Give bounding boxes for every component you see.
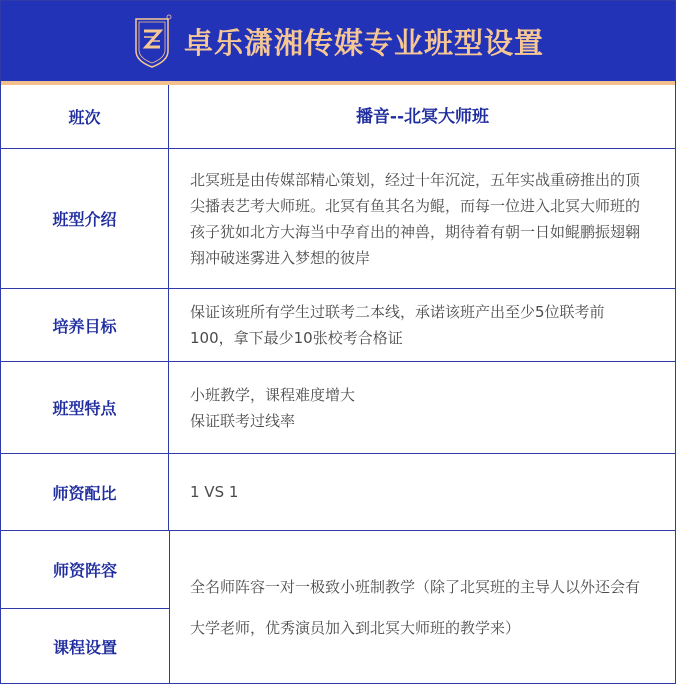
row-label: 班型介绍 xyxy=(1,149,169,288)
class-name-value: 播音--北冥大师班 xyxy=(355,106,490,127)
text-line: 1 VS 1 xyxy=(190,483,239,501)
header-banner xyxy=(1,1,675,81)
brand-logo-icon xyxy=(132,13,172,69)
table-row-ratio xyxy=(1,454,675,531)
features-value xyxy=(170,362,675,453)
table-row-intro xyxy=(1,149,675,289)
row-label: 班次 xyxy=(1,85,169,148)
text-line: 孩子犹如北方大海当中孕育出的神兽，期待着有朝一日如鲲鹏振翅翱 xyxy=(190,222,641,241)
text-line: 100，拿下最少10张校考合格证 xyxy=(190,329,403,347)
goal-value xyxy=(170,289,675,361)
table-row-goal xyxy=(1,289,675,362)
table-row-features xyxy=(1,362,675,454)
row-label-faculty: 师资阵容 xyxy=(52,561,117,580)
text-line: 大学老师，优秀演员加入到北冥大师班的教学来） xyxy=(190,618,521,637)
header-content xyxy=(132,13,544,69)
page-title: 卓乐潇湘传媒专业班型设置 xyxy=(183,25,544,60)
text-line: 保证联考过线率 xyxy=(190,411,296,430)
text-line: 保证该班所有学生过联考二本线，承诺该班产出至少5位联考前 xyxy=(190,303,605,321)
text-line: 北冥班是由传媒部精心策划，经过十年沉淀，五年实战重磅推出的顶 xyxy=(190,170,641,189)
row-label: 班型特点 xyxy=(1,362,169,453)
row-label: 培养目标 xyxy=(1,289,169,361)
row-label: 师资配比 xyxy=(1,454,169,530)
text-line: 全名师阵容一对一极致小班制教学（除了北冥班的主导人以外还会有 xyxy=(190,577,641,596)
intro-value xyxy=(170,149,675,288)
text-line: 小班教学，课程难度增大 xyxy=(190,385,356,404)
faculty-value xyxy=(170,531,675,683)
text-line: 翔冲破迷雾进入梦想的彼岸 xyxy=(190,248,371,267)
ratio-value xyxy=(170,454,675,530)
text-line: 尖播表艺考大师班。北冥有鱼其名为鲲，而每一位进入北冥大师班的 xyxy=(190,196,641,215)
table-row-class xyxy=(1,85,675,149)
row-label-curriculum: 课程设置 xyxy=(52,637,117,657)
